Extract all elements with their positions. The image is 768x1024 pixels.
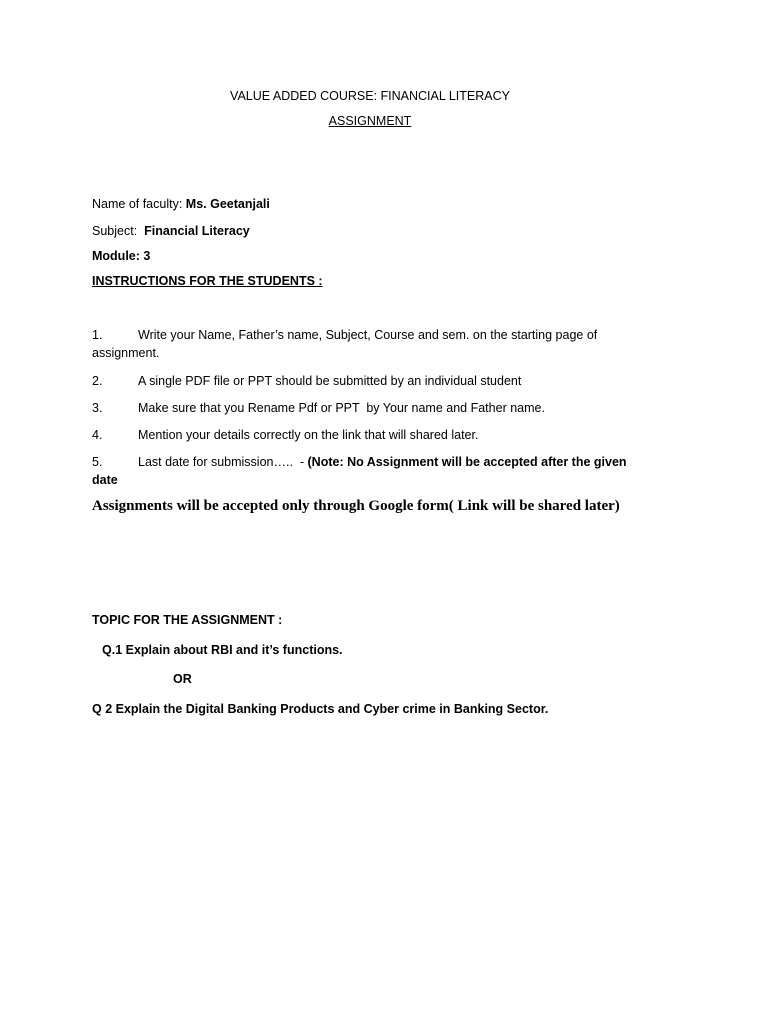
question-2: Q 2 Explain the Digital Banking Products and Cyber crime in Banking Sector.	[92, 702, 549, 716]
item-text: Mention your details correctly on the link that will shared later.	[138, 428, 479, 442]
instruction-item-2	[92, 373, 521, 389]
item-number: 2.	[92, 374, 103, 388]
subject-name: Financial Literacy	[144, 224, 250, 238]
item-number: 5.	[92, 455, 103, 469]
item-text: Last date for submission….. -	[138, 455, 308, 469]
module-line: Module: 3	[92, 249, 151, 263]
item-text: Make sure that you Rename Pdf or PPT by Your name and Father name.	[138, 401, 545, 415]
item-number: 3.	[92, 401, 103, 415]
faculty-line	[92, 196, 270, 212]
subject-line	[92, 223, 250, 239]
item-note: (Note: No Assignment will be accepted after the given	[307, 455, 627, 469]
instruction-item-5-cont: date	[92, 473, 118, 487]
item-number: 1.	[92, 328, 103, 342]
question-1: Q.1 Explain about RBI and it’s functions.	[102, 643, 343, 657]
or-separator: OR	[173, 672, 192, 686]
faculty-label: Name of faculty:	[92, 197, 186, 211]
topic-heading: TOPIC FOR THE ASSIGNMENT :	[92, 613, 283, 627]
submission-notice: Assignments will be accepted only through Google form( Link will be shared later)	[92, 498, 620, 514]
instruction-item-1-cont: assignment.	[92, 346, 160, 360]
instructions-heading: INSTRUCTIONS FOR THE STUDENTS :	[92, 274, 323, 288]
item-text: Write your Name, Father’s name, Subject, Course and sem. on the starting page of	[138, 328, 598, 342]
instruction-item-5	[92, 454, 627, 470]
course-title: VALUE ADDED COURSE: FINANCIAL LITERACY	[230, 89, 510, 103]
item-number: 4.	[92, 428, 103, 442]
instruction-item-3	[92, 400, 545, 416]
instruction-item-1	[92, 327, 597, 343]
item-text: A single PDF file or PPT should be submitted by an individual student	[138, 374, 522, 388]
instruction-item-4	[92, 427, 478, 443]
faculty-name: Ms. Geetanjali	[185, 197, 270, 211]
subject-label: Subject:	[92, 224, 145, 238]
assignment-subtitle: ASSIGNMENT	[328, 114, 412, 128]
